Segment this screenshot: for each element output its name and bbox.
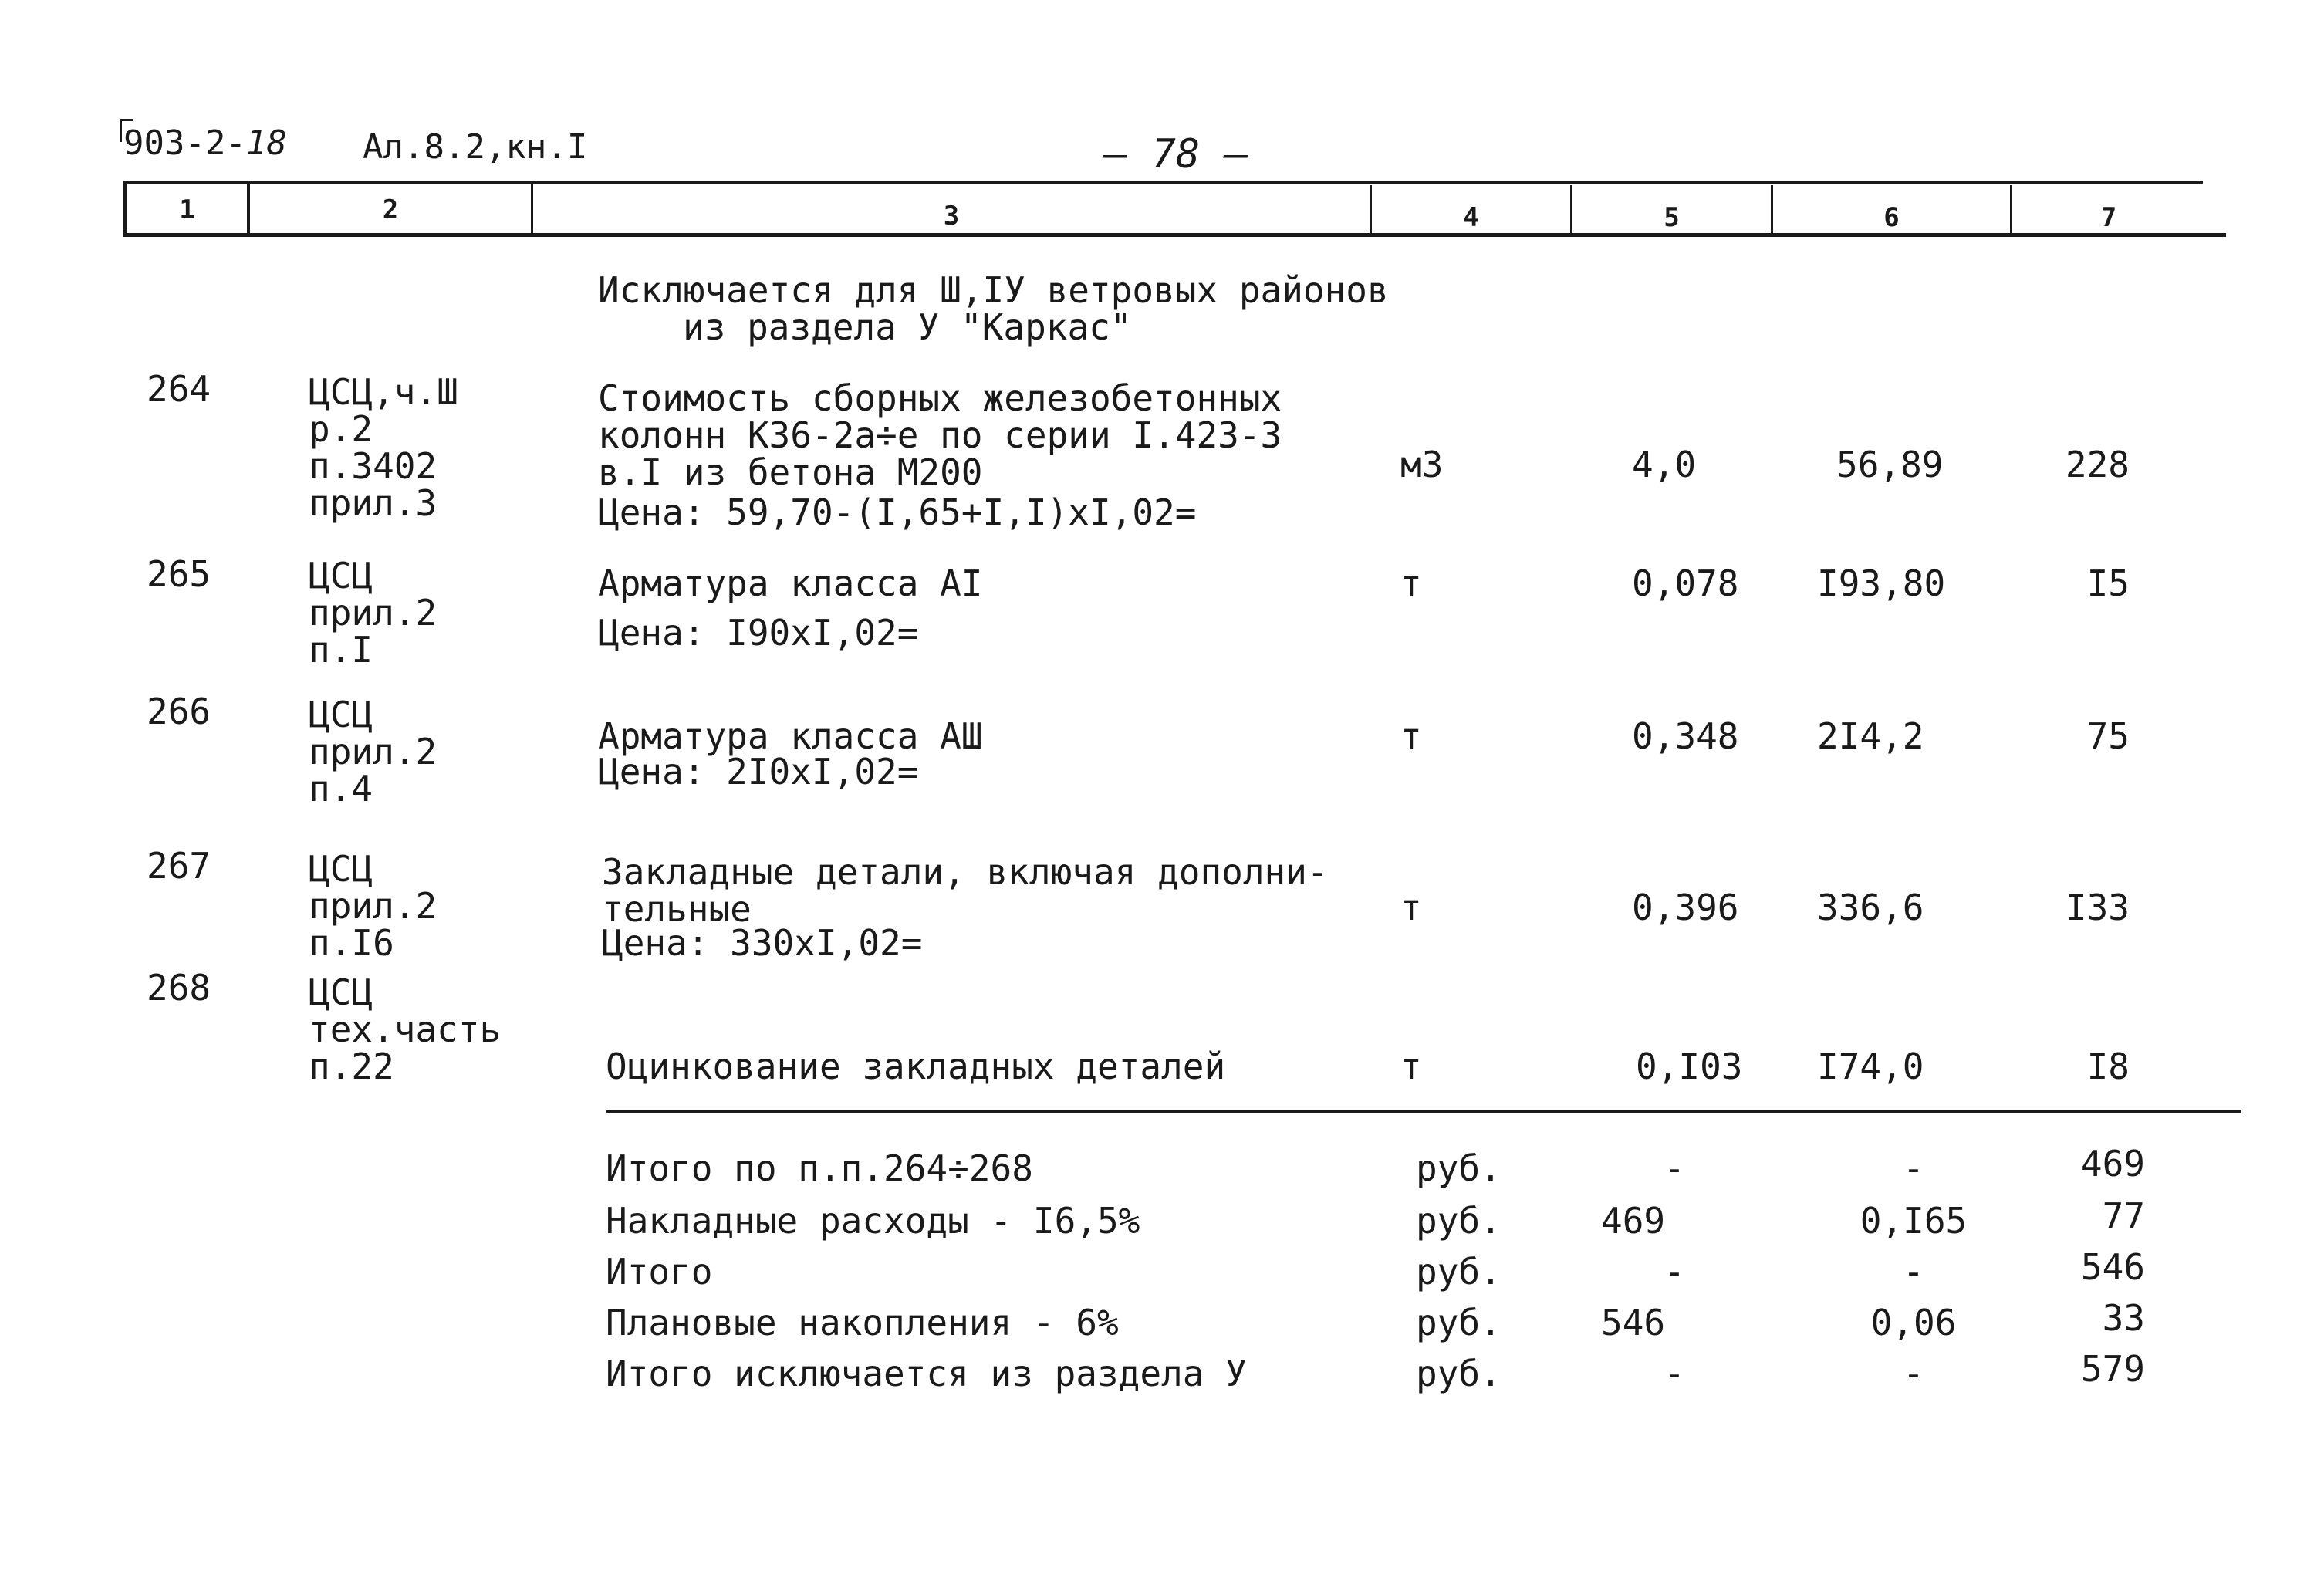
- row-quantity: 0,396: [1632, 887, 1739, 928]
- row-unit-cost: 56,89: [1836, 444, 1944, 485]
- row-unit: т: [1400, 715, 1422, 757]
- doc-code: [123, 123, 287, 163]
- page-number: — 78 —: [1103, 131, 1248, 177]
- header-top-line: [123, 181, 2203, 184]
- summary-label: Накладные расходы - I6,5%: [606, 1200, 1140, 1242]
- doc-code-printed: 903-2-: [123, 123, 246, 163]
- summary-unit: руб.: [1416, 1353, 1501, 1394]
- row-number: 265: [147, 553, 211, 595]
- row-quantity: 4,0: [1632, 444, 1697, 485]
- col-header-5: 5: [1664, 202, 1680, 233]
- row-unit: т: [1400, 887, 1422, 928]
- desc-line: Закладные детали, включая дополни-: [602, 851, 1329, 893]
- corner-mark: [120, 119, 122, 142]
- summary-unit: руб.: [1416, 1200, 1501, 1242]
- row-price-formula: Цена: I90xI,02=: [598, 612, 919, 654]
- col-divider-0: [123, 181, 127, 235]
- summary-separator: [606, 1110, 2241, 1113]
- col-header-2: 2: [382, 194, 399, 225]
- row-price-formula: Цена: 330xI,02=: [602, 922, 923, 964]
- row-reference: [309, 555, 437, 671]
- doc-code-handwritten: 18: [245, 123, 287, 163]
- row-quantity: 0,078: [1632, 563, 1739, 604]
- summary-unit: руб.: [1416, 1251, 1501, 1293]
- row-unit-cost: 336,6: [1817, 887, 1924, 928]
- ref-line: ЦСЦ,ч.Ш: [309, 371, 458, 413]
- header-bottom-line: [123, 233, 2226, 237]
- desc-line: Арматура класса АI: [598, 563, 983, 604]
- col-header-1: 1: [179, 194, 195, 225]
- row-unit-cost: I93,80: [1817, 563, 1946, 604]
- summary-total: 546: [2080, 1246, 2145, 1288]
- desc-line: колонн К36-2а÷е по серии I.423-3: [598, 414, 1282, 456]
- summary-unit: руб.: [1416, 1147, 1501, 1189]
- summary-base: -: [1664, 1251, 1685, 1293]
- row-total: 75: [2086, 715, 2130, 757]
- section-note-line-1: Исключается для Ш,IУ ветровых районов: [598, 269, 1389, 311]
- summary-total: 579: [2080, 1348, 2145, 1390]
- ref-line: п.22: [309, 1046, 394, 1087]
- summary-rate: -: [1903, 1353, 1924, 1394]
- summary-total: 469: [2080, 1143, 2145, 1184]
- section-note-line-2: из раздела У "Каркас": [683, 306, 1132, 348]
- row-unit: т: [1400, 1046, 1422, 1087]
- row-total: I5: [2086, 563, 2130, 604]
- ref-line: прил.2: [309, 885, 437, 927]
- desc-line: Оцинкование закладных деталей: [606, 1046, 1226, 1087]
- row-number: 264: [147, 368, 211, 410]
- row-reference: [309, 373, 458, 522]
- row-description: [602, 853, 1329, 928]
- row-number: 267: [147, 845, 211, 887]
- summary-total: 33: [2102, 1297, 2145, 1339]
- row-description: [598, 377, 1282, 493]
- row-total: 228: [2065, 444, 2130, 485]
- row-number: 266: [147, 691, 211, 732]
- summary-label: Итого по п.п.264÷268: [606, 1147, 1033, 1189]
- row-price-formula: Цена: 2I0xI,02=: [598, 751, 919, 792]
- row-reference: [309, 848, 437, 964]
- ref-line: ЦСЦ: [309, 694, 373, 735]
- ref-line: прил.3: [309, 482, 437, 524]
- row-reference: [309, 696, 437, 807]
- summary-label: Плановые накопления - 6%: [606, 1302, 1119, 1343]
- album-ref: Ал.8.2,кн.I: [363, 127, 588, 167]
- ref-line: п.I: [309, 629, 373, 671]
- row-total: I33: [2065, 887, 2130, 928]
- summary-label: Итого исключается из раздела У: [606, 1353, 1247, 1394]
- col-header-7: 7: [2100, 202, 2117, 233]
- row-total: I8: [2086, 1046, 2130, 1087]
- row-reference: [309, 974, 501, 1085]
- row-description: [598, 715, 983, 757]
- col-header-4: 4: [1463, 202, 1479, 233]
- row-price-formula: Цена: 59,70-(I,65+I,I)xI,02=: [598, 492, 1197, 533]
- col-header-3: 3: [943, 201, 960, 231]
- summary-total: 77: [2102, 1195, 2145, 1237]
- summary-rate: -: [1903, 1147, 1924, 1189]
- row-unit-cost: 2I4,2: [1817, 715, 1924, 757]
- col-header-6: 6: [1883, 202, 1900, 233]
- desc-line: тельные: [602, 888, 752, 930]
- summary-rate: -: [1903, 1251, 1924, 1293]
- ref-line: ЦСЦ: [309, 555, 373, 596]
- summary-rate: 0,06: [1870, 1302, 1957, 1343]
- summary-base: 546: [1601, 1302, 1666, 1343]
- ref-line: п.3402: [309, 445, 437, 487]
- row-quantity: 0,348: [1632, 715, 1739, 757]
- ref-line: тех.часть: [309, 1009, 502, 1050]
- summary-base: -: [1664, 1353, 1685, 1394]
- summary-base: -: [1664, 1147, 1685, 1189]
- desc-line: Стоимость сборных железобетонных: [598, 377, 1282, 419]
- ref-line: прил.2: [309, 592, 437, 634]
- summary-rate: 0,I65: [1860, 1200, 1968, 1242]
- section-note: [598, 269, 1389, 348]
- ref-line: п.I6: [309, 922, 394, 964]
- ref-line: прил.2: [309, 731, 437, 772]
- row-description: [598, 565, 983, 602]
- corner-mark-top: [120, 119, 133, 121]
- summary-base: 469: [1601, 1200, 1666, 1242]
- summary-label: Итого: [606, 1251, 713, 1293]
- ref-line: р.2: [309, 408, 373, 450]
- row-unit: т: [1400, 563, 1422, 604]
- row-unit-cost: I74,0: [1817, 1046, 1924, 1087]
- summary-unit: руб.: [1416, 1302, 1501, 1343]
- ref-line: ЦСЦ: [309, 848, 373, 890]
- ref-line: ЦСЦ: [309, 972, 373, 1013]
- desc-line: в.I из бетона М200: [598, 451, 983, 493]
- row-quantity: 0,I03: [1636, 1046, 1743, 1087]
- row-description: [606, 1048, 1225, 1085]
- row-unit: м3: [1400, 444, 1444, 485]
- row-number: 268: [147, 967, 211, 1009]
- desc-line: Арматура класса АШ: [598, 715, 983, 757]
- ref-line: п.4: [309, 768, 373, 809]
